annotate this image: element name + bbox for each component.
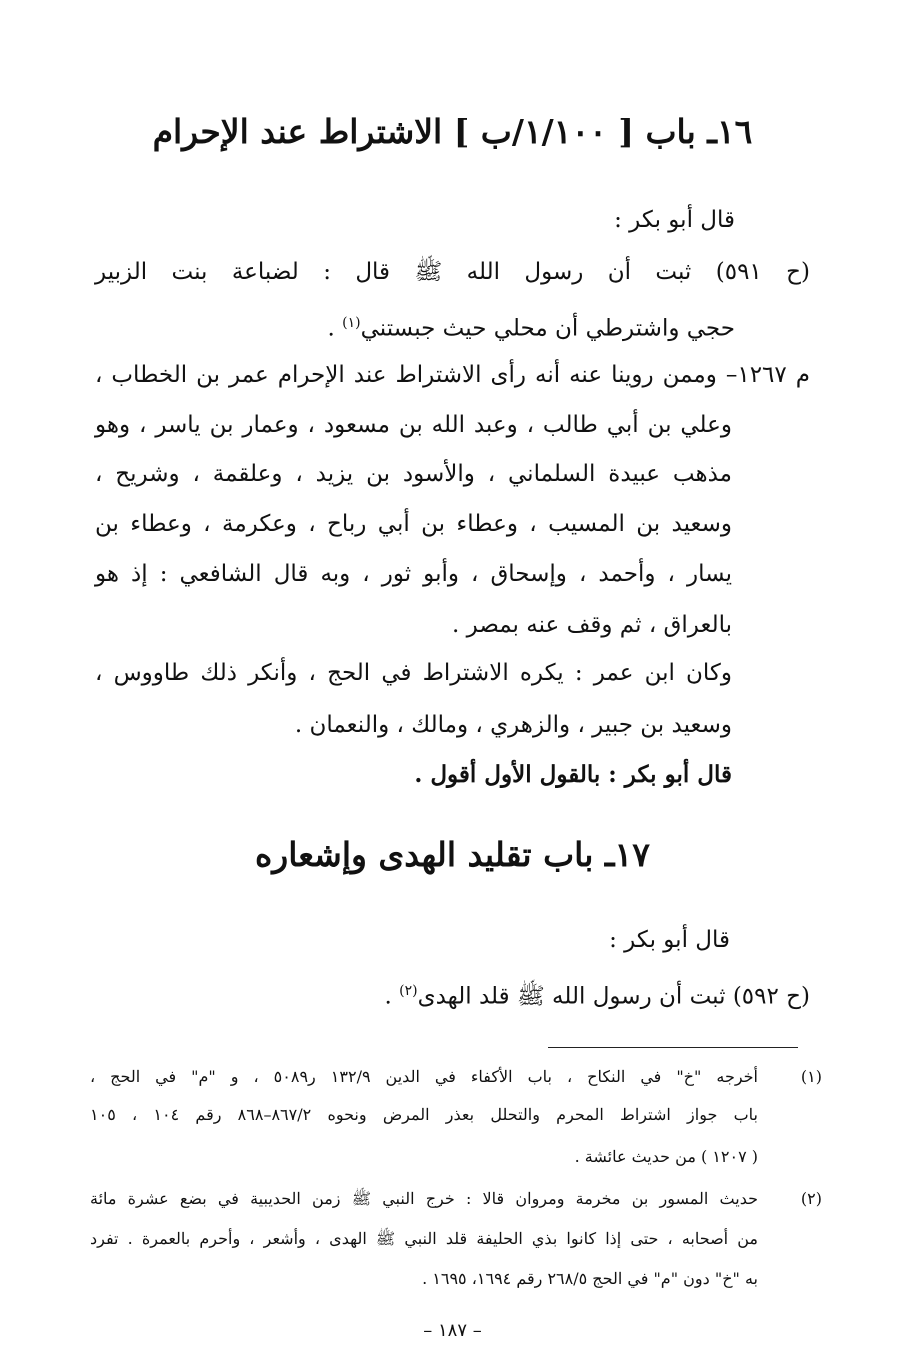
hadith-592-end: . [384, 983, 400, 1010]
masala-1267-line-2: وعلي بن أبي طالب ، وعبد الله بن مسعود ، وعمار بن ياسر ، وهو [95, 412, 732, 438]
masala-1267-line-1: م ١٢٦٧– وممن روينا عنه أنه رأى الاشتراط عند الإحرام عمر بن الخطاب ، [95, 362, 810, 388]
conclusion-16: قال أبو بكر : بالقول الأول أقول . [414, 761, 732, 788]
intro-16: قال أبو بكر : [614, 207, 735, 233]
footnote-2-line-3: به "خ" دون "م" في الحج ٢٦٨/٥ رقم ١٦٩٤، ١٦٩٥ . [422, 1269, 758, 1288]
chapter-heading-16: ١٦ـ باب [ ١/١٠٠/ب ] الاشتراط عند الإحرام [152, 112, 753, 151]
hadith-591-text: حجي واشترطي أن محلي حيث جبستني [360, 315, 735, 342]
masala-1267-line-8: وسعيد بن جبير ، والزهري ، ومالك ، والنعمان . [294, 712, 732, 738]
masala-1267-line-5: يسار ، وأحمد ، وإسحاق ، وأبو ثور ، وبه قال الشافعي : إذ هو [95, 561, 732, 587]
hadith-592 [384, 976, 810, 1012]
hadith-591-line-1: (ح ٥٩١) ثبت أن رسول الله ﷺ قال : لضباعة بنت الزبير [95, 259, 810, 285]
hadith-592-text: (ح ٥٩٢) ثبت أن رسول الله ﷺ قلد الهدى [417, 983, 810, 1010]
footnote-ref-1[interactable]: (١) [342, 315, 361, 331]
footnote-1-marker: (١) [800, 1067, 822, 1086]
footnote-2-marker: (٢) [800, 1189, 822, 1208]
footnote-2-line-1: حديث المسور بن مخرمة ومروان قالا : خرج النبي ﷺ زمن الحديبية في بضع عشرة مائة [90, 1189, 758, 1208]
masala-1267-line-3: مذهب عبيدة السلماني ، والأسود بن يزيد ، وعلقمة ، وشريح ، [95, 461, 732, 487]
footnote-2-line-2: من أصحابه ، حتى إذا كانوا بذي الحليفة قلد النبي ﷺ الهدى ، وأشعر ، وأحرم بالعمرة . تفرد [90, 1229, 759, 1248]
masala-1267-line-7: وكان ابن عمر : يكره الاشتراط في الحج ، وأنكر ذلك طاووس ، [95, 660, 732, 686]
masala-1267-line-6: بالعراق ، ثم وقف عنه بمصر . [452, 612, 732, 638]
hadith-591-line-2 [328, 308, 735, 344]
intro-17: قال أبو بكر : [609, 927, 730, 953]
page-number: – ١٨٧ – [423, 1320, 482, 1341]
chapter-heading-17: ١٧ـ باب تقليد الهدى وإشعاره [254, 835, 650, 874]
footnote-1-line-3: ( ١٢٠٧ ) من حديث عائشة . [574, 1147, 758, 1166]
hadith-591-end: . [327, 315, 343, 342]
footnote-ref-2[interactable]: (٢) [399, 983, 418, 999]
footnote-1-line-2: باب جواز اشتراط المحرم والتحلل بعذر المرض ونحوه ٨٦٧/٢–٨٦٨ رقم ١٠٤ ، ١٠٥ [90, 1105, 758, 1124]
footnote-1-line-1: أخرجه "خ" في النكاح ، باب الأكفاء في الدين ١٣٢/٩ ر٥٠٨٩ ، و "م" في الحج ، [90, 1067, 759, 1086]
masala-1267-line-4: وسعيد بن المسيب ، وعطاء بن أبي رباح ، وعكرمة ، وعطاء بن [95, 511, 732, 537]
footnote-separator [548, 1047, 798, 1048]
